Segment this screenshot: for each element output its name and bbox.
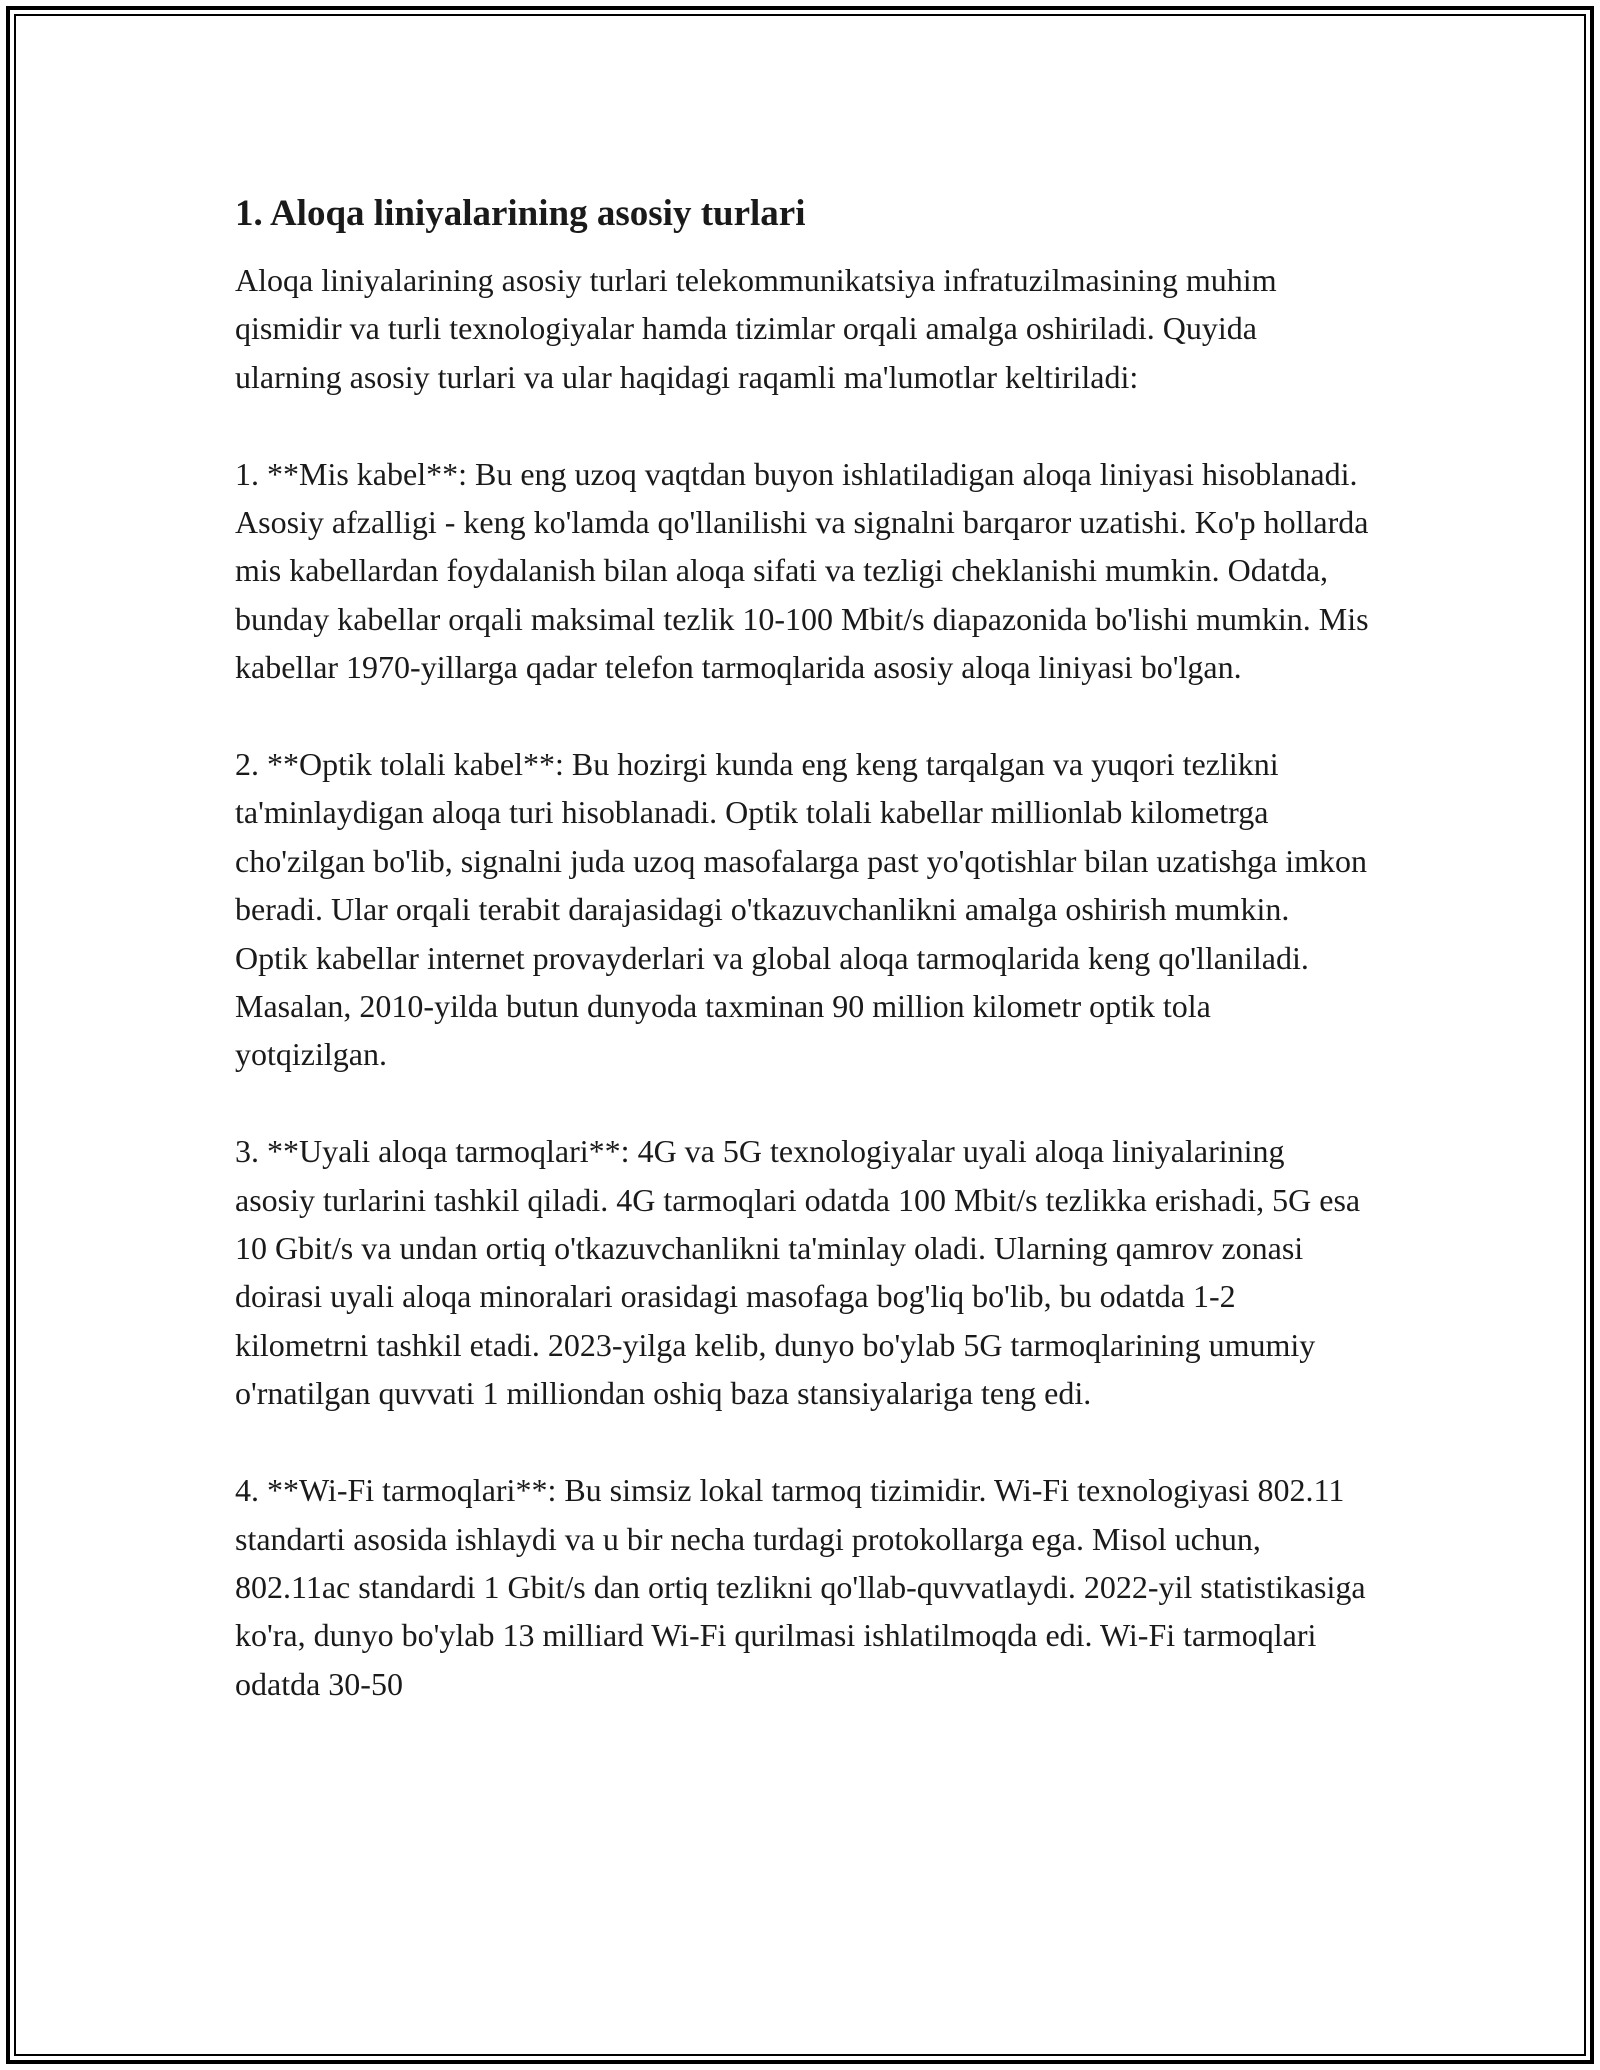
paragraph-cellular-networks: 3. **Uyali aloqa tarmoqlari**: 4G va 5G texnologiyalar uyali aloqa liniyalarining asosiy turlarini tashkil qiladi. 4G tarmoqlari odatda 100 Mbit/s tezlikka erishadi, 5G esa 10 Gbit/s va undan ortiq o'tkazuvchanlikni ta'minlay oladi. Ularning qamrov zonasi doirasi uyali aloqa minoralari orasidagi masofaga bog'liq bo'lib, bu odatda 1-2 kilometrni tashkil etadi. 2023-yilga kelib, dunyo bo'ylab 5G tarmoqlarining umumiy o'rnatilgan quvvati 1 milliondan oshiq baza stansiyalariga teng edi.	[235, 1133, 1361, 1412]
paragraph-wifi-networks: 4. **Wi-Fi tarmoqlari**: Bu simsiz lokal tarmoq tizimidir. Wi-Fi texnologiyasi 802.11 standarti asosida ishlaydi va u bir necha turdagi protokollarga ega. Misol uchun, 802.11ac standardi 1 Gbit/s dan ortiq tezlikni qo'llab-quvvatlaydi. 2022-yil statistikasiga ko'ra, dunyo bo'ylab 13 milliard Wi-Fi qurilmasi ishlatilmoqda edi. Wi-Fi tarmoqlari odatda 30-50	[235, 1472, 1366, 1702]
intro-paragraph: Aloqa liniyalarining asosiy turlari telekommunikatsiya infratuzilmasining muhim qismidir va turli texnologiyalar hamda tizimlar orqali amalga oshiriladi. Quyida ularning asosiy turlari va ular haqidagi raqamli ma'lumotlar keltiriladi:	[235, 262, 1277, 395]
paragraph-copper-cable: 1. **Mis kabel**: Bu eng uzoq vaqtdan buyon ishlatiladigan aloqa liniyasi hisoblanadi. Asosiy afzalligi - keng ko'lamda qo'llanilishi va signalni barqaror uzatishi. Ko'p hollarda mis kabellardan foydalanish bilan aloqa sifati va tezligi cheklanishi mumkin. Odatda, bunday kabellar orqali maksimal tezlik 10-100 Mbit/s diapazonida bo'lishi mumkin. Mis kabellar 1970-yillarga qadar telefon tarmoqlarida asosiy aloqa liniyasi bo'lgan.	[235, 455, 1369, 686]
document-body	[235, 186, 1370, 1708]
paragraph-optical-fiber: 2. **Optik tolali kabel**: Bu hozirgi kunda eng keng tarqalgan va yuqori tezlikni ta'minlaydigan aloqa turi hisoblanadi. Optik tolali kabellar millionlab kilometrga cho'zilgan bo'lib, signalni juda uzoq masofalarga past yo'qotishlar bilan uzatishga imkon beradi. Ular orqali terabit darajasidagi o'tkazuvchanlikni amalga oshirish mumkin. Optik kabellar internet provayderlari va global aloqa tarmoqlarida keng qo'llaniladi. Masalan, 2010-yilda butun dunyoda taxminan 90 million kilometr optik tola yotqizilgan.	[235, 746, 1368, 1073]
document-title: 1. Aloqa liniyalarining asosiy turlari	[235, 193, 806, 234]
